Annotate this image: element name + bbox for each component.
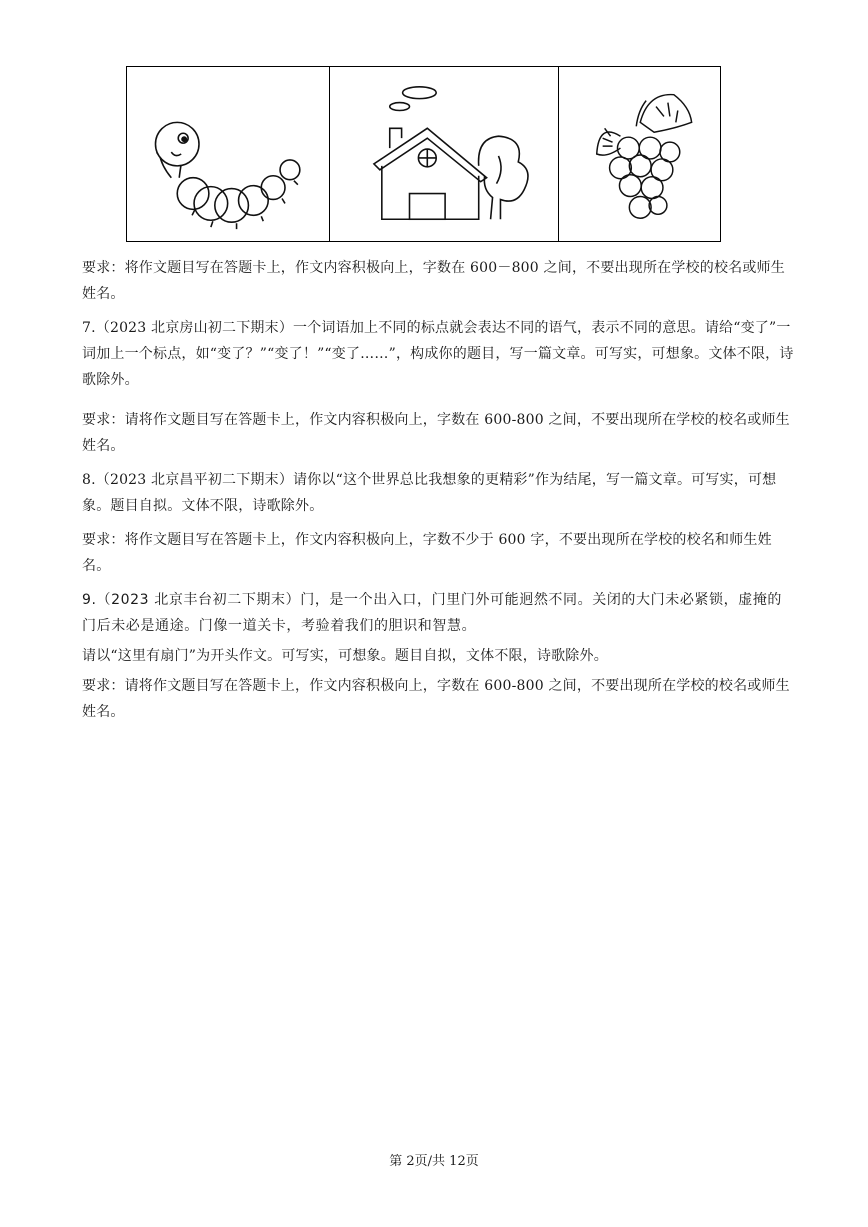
caterpillar-icon: [127, 67, 329, 241]
question-9: 9.（2023 北京丰台初二下期末）门，是一个出入口，门里门外可能迥然不同。关闭的大门未必紧锁，虚掩的门后未必是通途。门像一道关卡，考验着我们的胆识和智慧。: [82, 592, 783, 634]
house-icon: [330, 67, 557, 241]
question-8: 8.（2023 北京昌平初二下期末）请你以“这个世界总比我想象的更精彩”作为结尾，写一篇文章。可写实，可想象。题目自拟。文体不限，诗歌除外。: [82, 472, 777, 514]
question-9-prompt: 请以“这里有扇门”为开头作文。可写实，可想象。题目自拟，文体不限，诗歌除外。: [82, 648, 608, 664]
image-cell-caterpillar: [127, 67, 329, 241]
requirement-6: 要求：将作文题目写在答题卡上，作文内容积极向上，字数在 600－800 之间，不要出现所在学校的校名或师生姓名。: [82, 260, 785, 302]
question-8-requirement: 要求：将作文题目写在答题卡上，作文内容积极向上，字数不少于 600 字，不要出现所在学校的校名和师生姓名。: [82, 532, 772, 574]
question-7: 7.（2023 北京房山初二下期末）一个词语加上不同的标点就会表达不同的语气，表示不同的意思。请给“变了”一词加上一个标点，如“变了？”“变了！”“变了……”，构成你的题目，写一篇文章。可写实，可想象。文体不限，诗歌除外。: [82, 320, 794, 388]
image-cell-grapes: [558, 67, 720, 241]
grapes-icon: [559, 67, 720, 241]
image-cell-house: [329, 67, 557, 241]
question-9-requirement: 要求：请将作文题目写在答题卡上，作文内容积极向上，字数在 600-800 之间，不要出现所在学校的校名或师生姓名。: [82, 678, 790, 720]
image-table: [126, 66, 721, 242]
page-number: 第 2页/共 12页: [389, 1154, 479, 1169]
question-7-requirement: 要求：请将作文题目写在答题卡上，作文内容积极向上，字数在 600-800 之间，不要出现所在学校的校名或师生姓名。: [82, 412, 790, 454]
